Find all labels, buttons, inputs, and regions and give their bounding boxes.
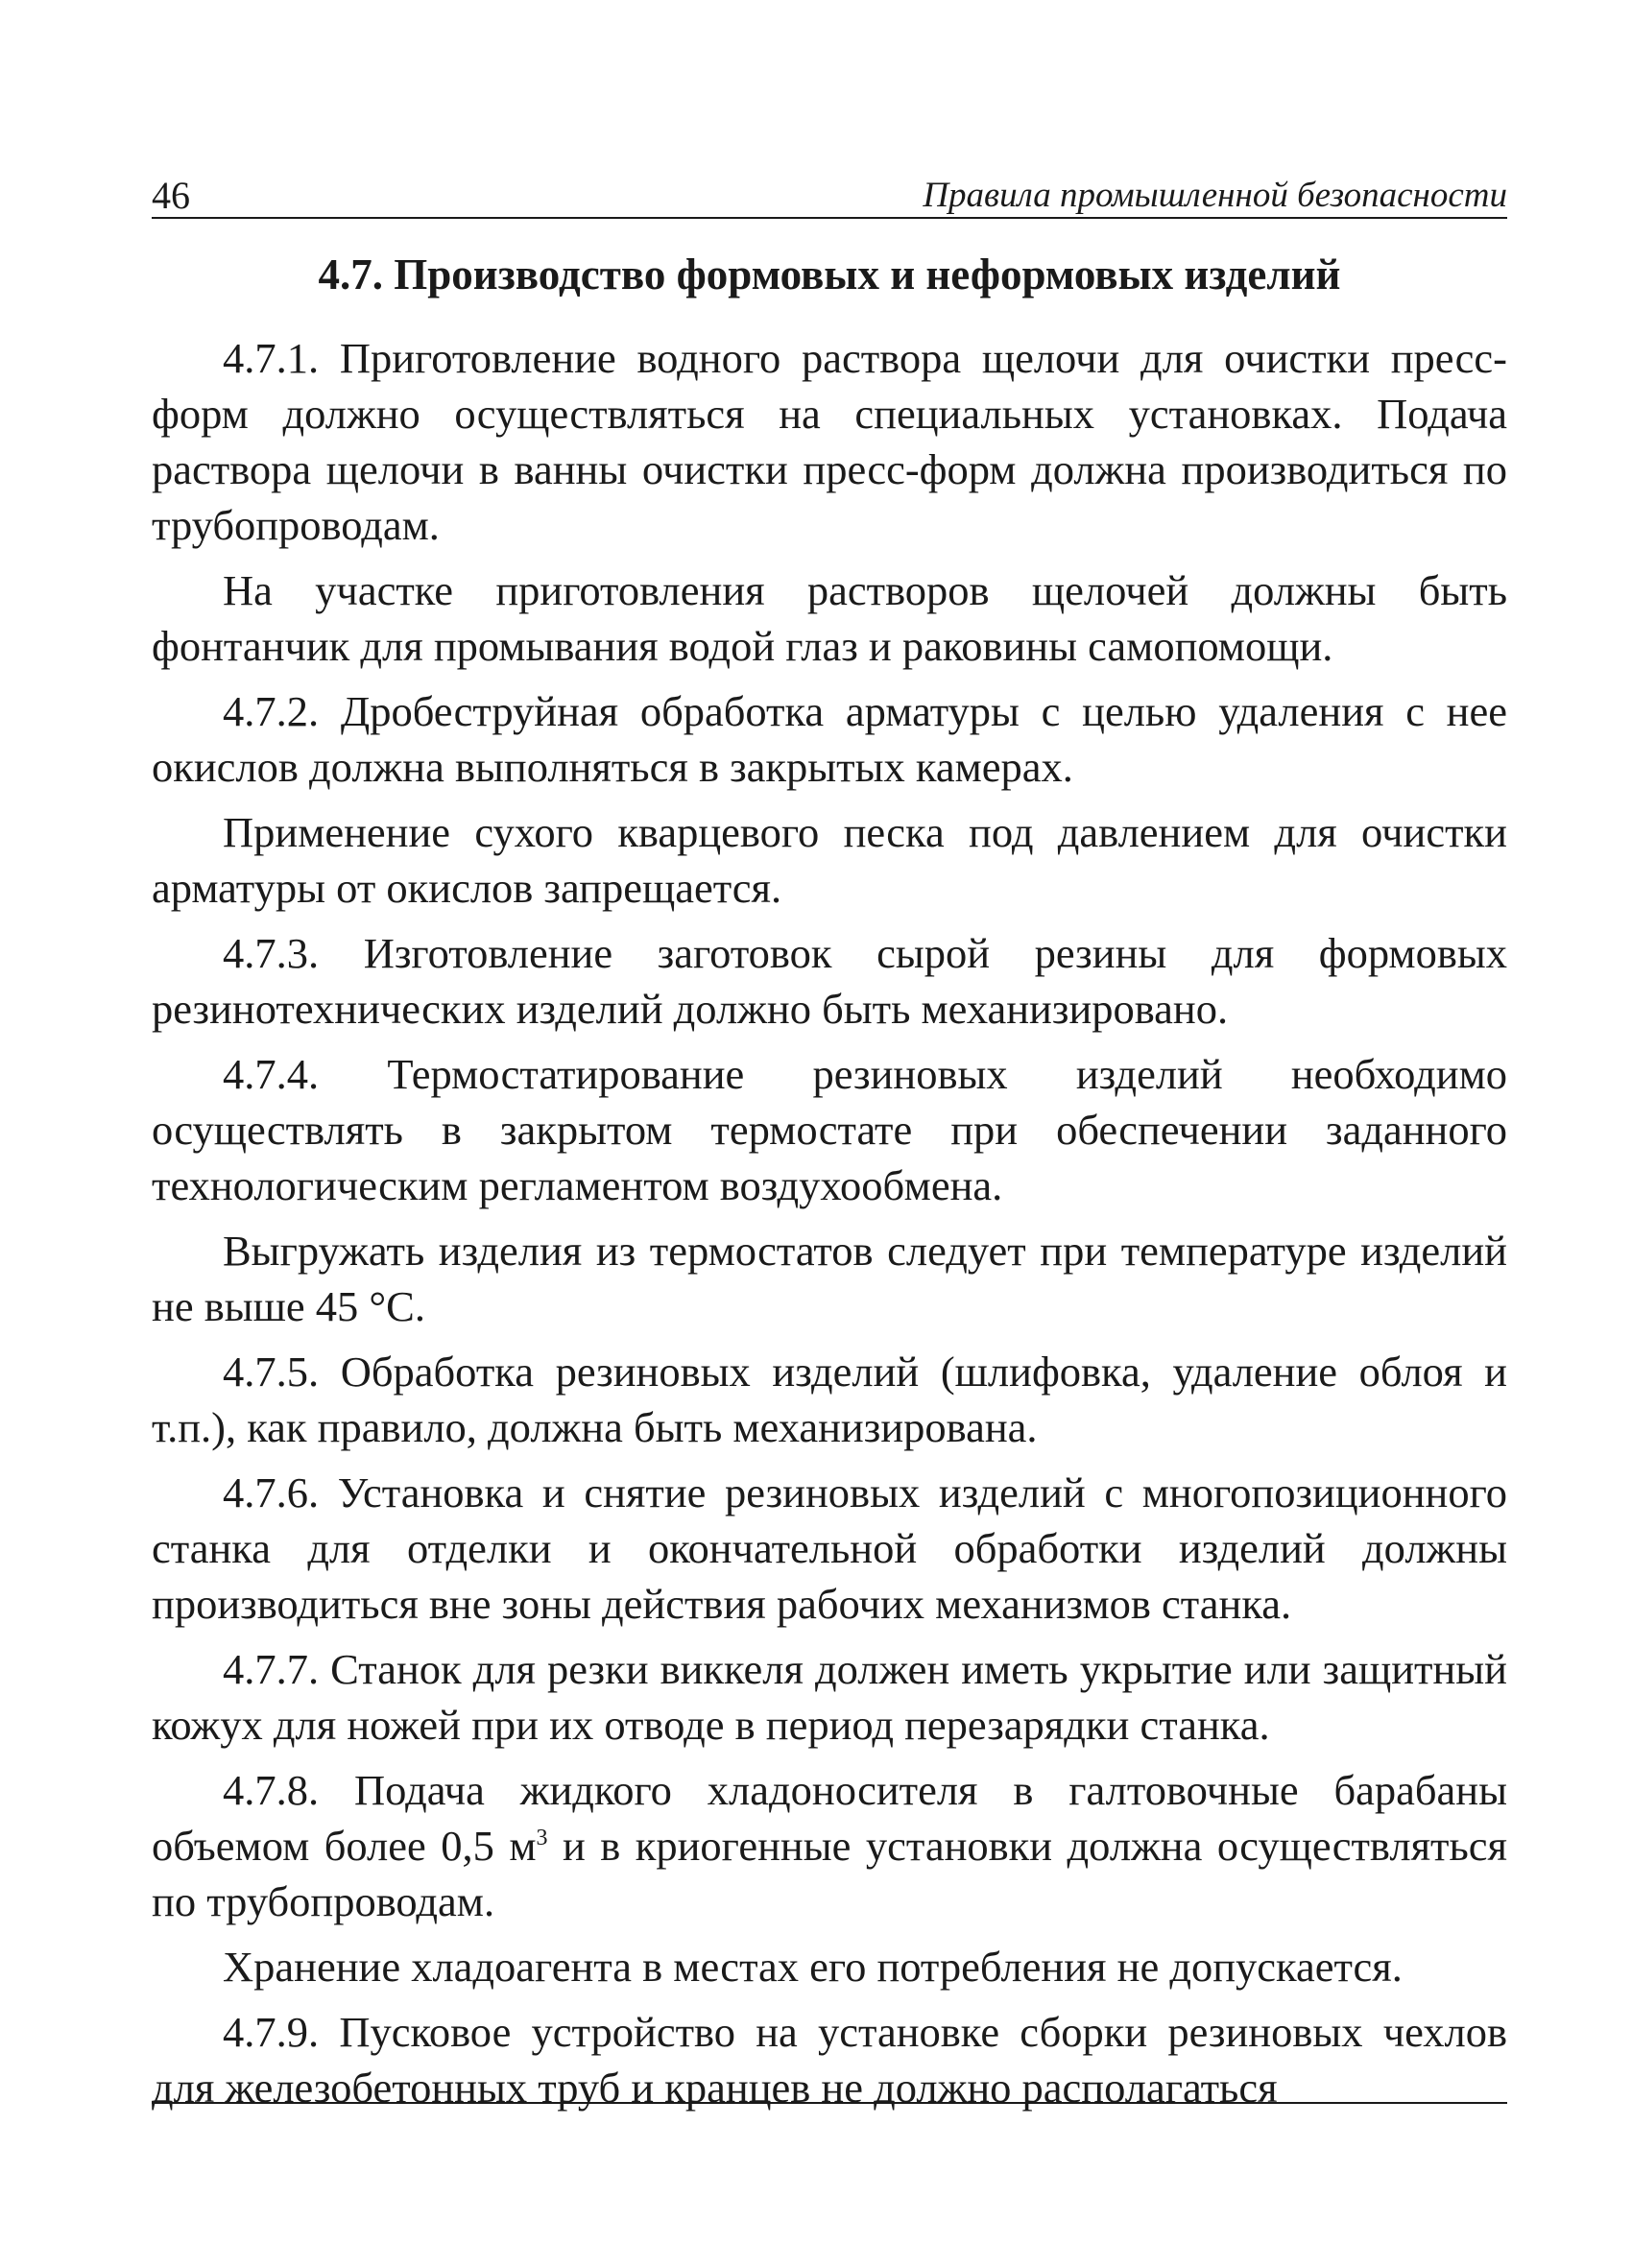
superscript-cubic: 3 bbox=[536, 1825, 548, 1850]
paragraph-with-superscript bbox=[152, 1762, 1507, 1929]
page-number: 46 bbox=[152, 174, 190, 217]
paragraph: 4.7.5. Обработка резиновых изделий (шлифовка, удаление облоя и т.п.), как правило, должна быть механизирована. bbox=[152, 1347, 1507, 1451]
paragraph: 4.7.4. Термостатирование резиновых изделий необходимо осуществлять в закрытом термостате при обеспечении заданного технологическим регламентом воздухообмена. bbox=[152, 1049, 1507, 1209]
paragraph: Хранение хладоагента в местах его потребления не допускается. bbox=[223, 1942, 1403, 1991]
paragraph: 4.7.2. Дробеструйная обработка арматуры с целью удаления с нее окислов должна выполняться в закрытых камерах. bbox=[152, 686, 1507, 791]
footer-rule bbox=[152, 2102, 1507, 2104]
paragraph: 4.7.3. Изготовление заготовок сырой резины для формовых резинотехнических изделий должно быть механизировано. bbox=[152, 928, 1507, 1033]
paragraph-text-after: и в криогенные установки должна осуществляться по трубопроводам. bbox=[152, 1821, 1507, 1925]
paragraph-text-before: 4.7.8. Подача жидкого хладоносителя в галтовочные барабаны объемом более 0,5 м bbox=[152, 1765, 1507, 1870]
paragraph: Применение сухого кварцевого песка под давлением для очистки арматуры от окислов запрещается. bbox=[152, 807, 1507, 912]
paragraph: На участке приготовления растворов щелочей должны быть фонтанчик для промывания водой глаз и раковины самопомощи. bbox=[152, 565, 1507, 670]
section-title: 4.7. Производство формовых и неформовых изделий bbox=[318, 251, 1341, 298]
paragraph: 4.7.7. Станок для резки виккеля должен иметь укрытие или защитный кожух для ножей при их отводе в период перезарядки станка. bbox=[152, 1644, 1507, 1749]
paragraph: 4.7.9. Пусковое устройство на установке сборки резиновых чехлов для железобетонных труб и кранцев не должно располагаться bbox=[152, 2007, 1507, 2112]
body-text bbox=[152, 330, 1507, 2115]
paragraph: Выгружать изделия из термостатов следует при температуре изделий не выше 45 °C. bbox=[152, 1226, 1507, 1330]
document-page bbox=[152, 154, 1507, 2125]
running-head bbox=[152, 154, 1507, 219]
running-title: Правила промышленной безопасности bbox=[923, 176, 1507, 215]
paragraph: 4.7.1. Приготовление водного раствора щелочи для очистки пресс-форм должно осуществляться на специальных установках. Подача раствора щелочи в ванны очистки пресс-форм должна производиться по трубопроводам. bbox=[152, 333, 1507, 549]
paragraph: 4.7.6. Установка и снятие резиновых изделий с многопозиционного станка для отделки и окончательной обработки изделий должны производиться вне зоны действия рабочих механизмов станка. bbox=[152, 1468, 1507, 1628]
